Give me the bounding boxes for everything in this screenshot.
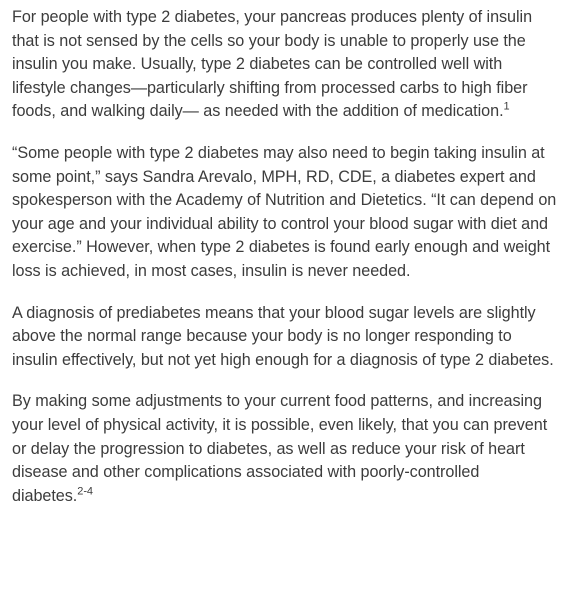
paragraph-text: “Some people with type 2 diabetes may also need to begin taking insulin at some point,” says Sandra Arevalo, MPH, RD, CDE, a diabetes expert and spokesperson with the Academy of Nutrition and Dietetics. “It can depend on your age and your individual ability to control your blood sugar with diet and exercise.” However, when type 2 diabetes is found early enough and weight loss is achieved, in most cases, insulin is never needed. xyxy=(12,143,557,280)
paragraph-adjustments xyxy=(12,390,557,508)
paragraph-arevalo-quote xyxy=(12,142,557,284)
paragraph-text: By making some adjustments to your current food patterns, and increasing your level of physical activity, it is possible, even likely, that you can prevent or delay the progression to diabetes, as well as reduce your risk of heart disease and other complications associated with poorly-controlled diabetes. xyxy=(12,392,548,505)
paragraph-type2-insulin xyxy=(12,6,557,124)
paragraph-text: A diagnosis of prediabetes means that your blood sugar levels are slightly above the normal range because your body is no longer responding to insulin effectively, but not yet high enough for a diagnosis of type 2 diabetes. xyxy=(12,303,554,369)
paragraph-text: For people with type 2 diabetes, your pancreas produces plenty of insulin that is not sensed by the cells so your body is unable to properly use the insulin you make. Usually, type 2 diabetes can be controlled well with lifestyle changes—particularly shifting from processed carbs to high fiber foods, and walking daily— as needed with the addition of medication. xyxy=(12,8,533,121)
paragraph-prediabetes xyxy=(12,302,557,373)
citation-superscript: 1 xyxy=(503,100,510,113)
citation-superscript: 2-4 xyxy=(77,485,93,498)
